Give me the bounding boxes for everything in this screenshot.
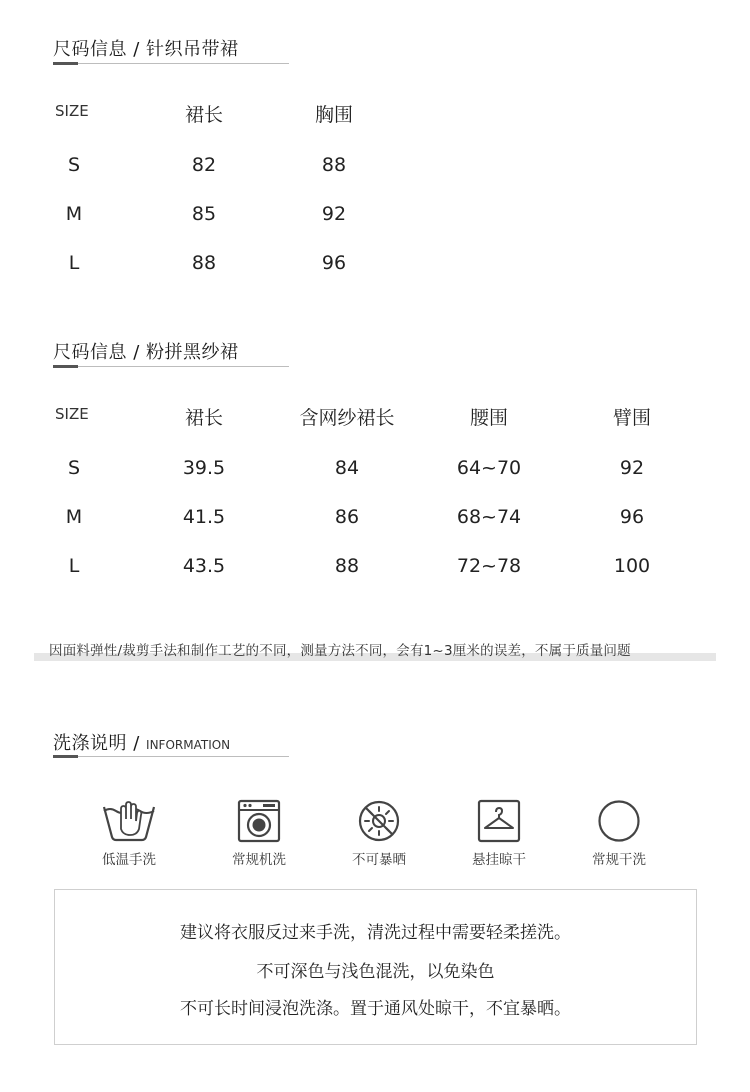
instruction-line: 建议将衣服反过来手洗，清洗过程中需要轻柔搓洗。 xyxy=(180,923,571,943)
table-cell-size: M xyxy=(65,506,83,528)
table-cell: 85 xyxy=(191,203,217,225)
table-cell-size: L xyxy=(68,252,80,274)
washing-title-rule xyxy=(53,756,289,757)
section1-title: 尺码信息 / 针织吊带裙 xyxy=(53,39,239,60)
table-header: 裙长 xyxy=(184,104,224,126)
table-cell: 43.5 xyxy=(182,555,226,577)
no-sun-icon xyxy=(357,799,401,847)
table-header: 含网纱裙长 xyxy=(299,407,395,429)
section2-title: 尺码信息 / 粉拼黑纱裙 xyxy=(53,342,239,363)
table-cell-size: S xyxy=(67,457,81,479)
table-cell: 88 xyxy=(191,252,217,274)
instructions-box xyxy=(54,889,697,1045)
table-cell: 88 xyxy=(321,154,347,176)
table-cell: 72~78 xyxy=(456,555,522,577)
instruction-line: 不可长时间浸泡洗涤。置于通风处晾干，不宜暴晒。 xyxy=(180,999,571,1019)
table-header-size: SIZE xyxy=(55,102,89,120)
instruction-line: 不可深色与浅色混洗，以免染色 xyxy=(256,962,495,982)
section2-title-rule xyxy=(53,366,289,367)
table-cell-size: S xyxy=(67,154,81,176)
measurement-note: 因面料弹性/裁剪手法和制作工艺的不同，测量方法不同，会有1~3厘米的误差，不属于质量问题 xyxy=(49,643,631,659)
table-header: 胸围 xyxy=(314,104,354,126)
table-cell: 64~70 xyxy=(456,457,522,479)
icon-label: 低温手洗 xyxy=(102,852,156,868)
hanger-icon xyxy=(477,799,521,847)
table-header: 腰围 xyxy=(469,407,509,429)
table-cell: 92 xyxy=(619,457,645,479)
table-header: 臂围 xyxy=(612,407,652,429)
washing-title-text: 洗涤说明 / xyxy=(53,733,140,754)
section1-title-accent xyxy=(53,62,78,65)
hand-wash-icon xyxy=(101,799,157,847)
icon-label: 常规机洗 xyxy=(232,852,286,868)
icon-label: 悬挂晾干 xyxy=(472,852,526,868)
table-cell-size: L xyxy=(68,555,80,577)
washing-machine-icon xyxy=(237,799,281,847)
table-cell: 96 xyxy=(321,252,347,274)
washing-title xyxy=(53,729,230,755)
table-cell: 41.5 xyxy=(182,506,226,528)
table-cell: 84 xyxy=(334,457,360,479)
washing-subtitle: INFORMATION xyxy=(146,738,231,752)
table-header-size: SIZE xyxy=(55,405,89,423)
table-cell: 96 xyxy=(619,506,645,528)
icon-label: 常规干洗 xyxy=(592,852,646,868)
table-cell: 92 xyxy=(321,203,347,225)
table-cell: 86 xyxy=(334,506,360,528)
washing-title-accent xyxy=(53,755,78,758)
section1-title-rule xyxy=(53,63,289,64)
table-cell: 68~74 xyxy=(456,506,522,528)
table-cell: 88 xyxy=(334,555,360,577)
table-cell: 82 xyxy=(191,154,217,176)
icon-label: 不可暴晒 xyxy=(352,852,406,868)
table-cell: 100 xyxy=(613,555,651,577)
table-cell: 39.5 xyxy=(182,457,226,479)
section2-title-accent xyxy=(53,365,78,368)
dry-circle-icon xyxy=(597,799,641,847)
table-cell-size: M xyxy=(65,203,83,225)
table-header: 裙长 xyxy=(184,407,224,429)
